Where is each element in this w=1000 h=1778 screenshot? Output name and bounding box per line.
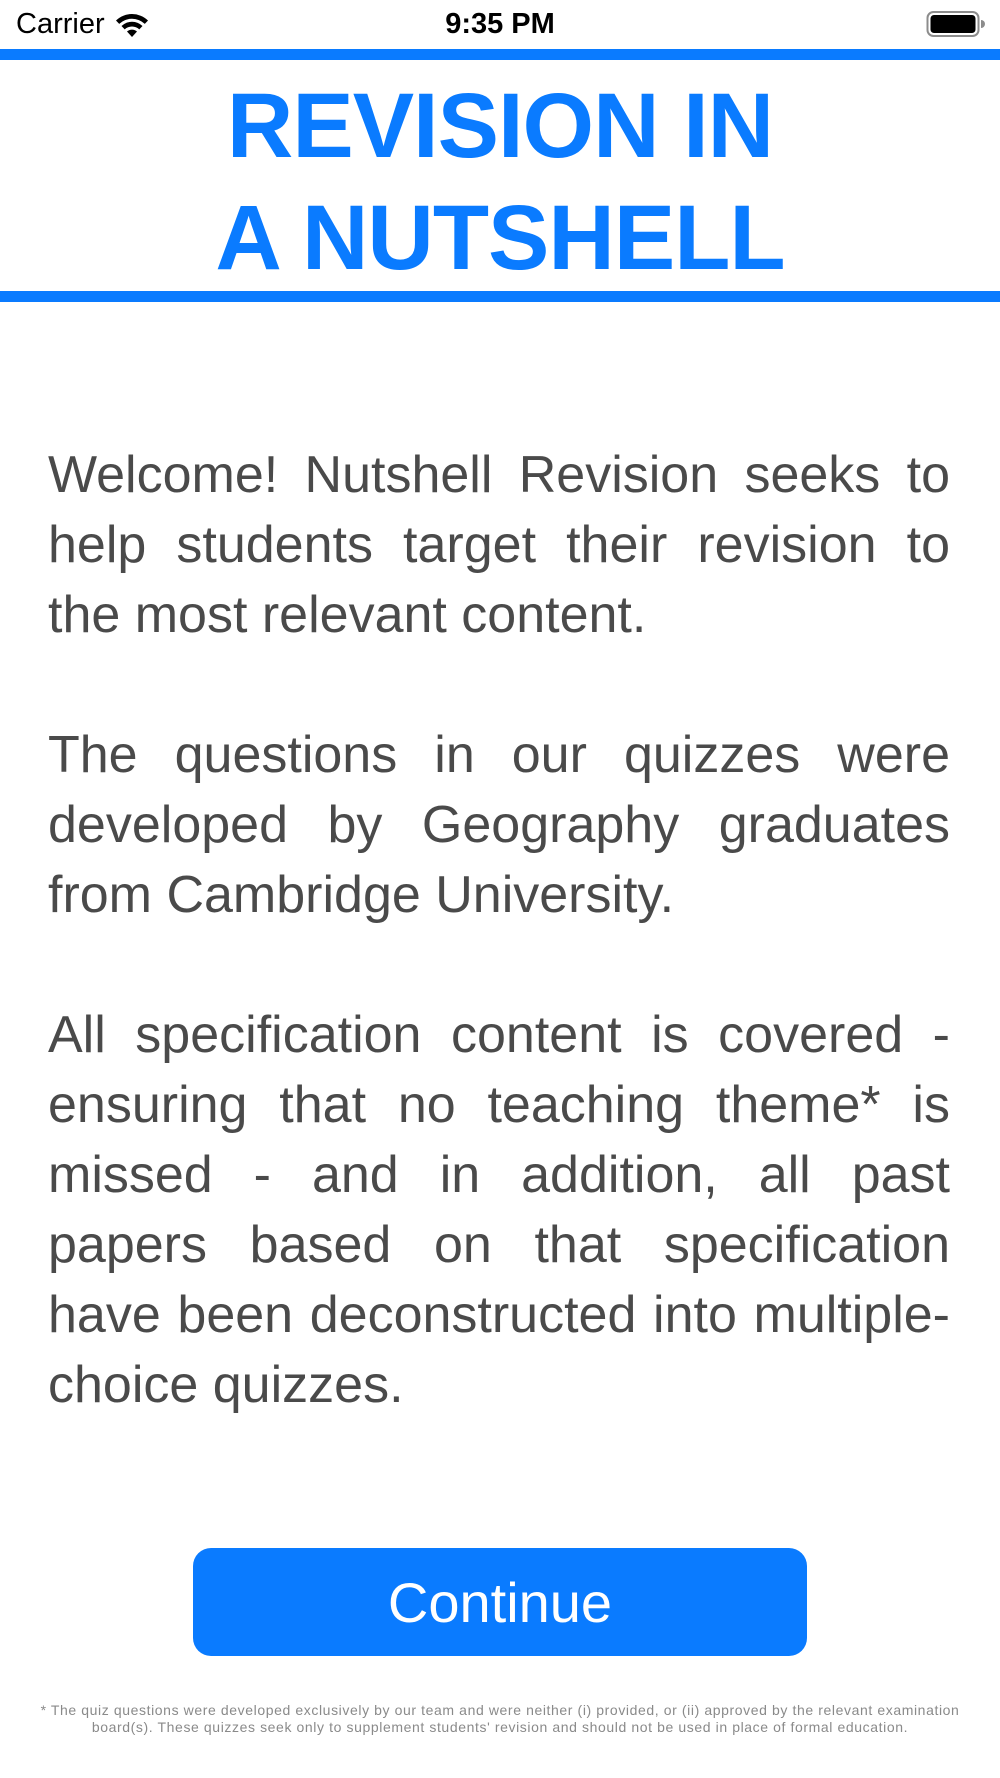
app-title <box>0 70 1000 294</box>
app-title-line-1: REVISION IN <box>226 75 774 177</box>
intro-paragraph-specification: All specification content is covered - ensuring that no teaching theme* is missed - and in addition, all past papers based on that specification have been deconstructed into multiple-choice quizzes. <box>48 1006 950 1414</box>
header-rule-top <box>0 49 1000 60</box>
intro-text <box>48 440 950 1420</box>
battery-icon <box>926 10 986 38</box>
intro-paragraph-welcome: Welcome! Nutshell Revision seeks to help students target their revision to the most relevant content. <box>48 446 950 644</box>
app-title-line-2: A NUTSHELL <box>215 187 785 289</box>
status-bar <box>0 0 1000 50</box>
intro-paragraph-questions: The questions in our quizzes were developed by Geography graduates from Cambridge University. <box>48 726 950 924</box>
continue-button[interactable]: Continue <box>193 1548 807 1656</box>
disclaimer-text: * The quiz questions were developed exclusively by our team and were neither (i) provided, or (ii) approved by the relevant examination board(s). These quizzes seek only to supplement students' revision and should not be used in place of formal education. <box>40 1702 960 1735</box>
status-time: 9:35 PM <box>445 8 555 40</box>
header-rule-bottom <box>0 291 1000 302</box>
carrier-label: Carrier <box>16 8 105 40</box>
